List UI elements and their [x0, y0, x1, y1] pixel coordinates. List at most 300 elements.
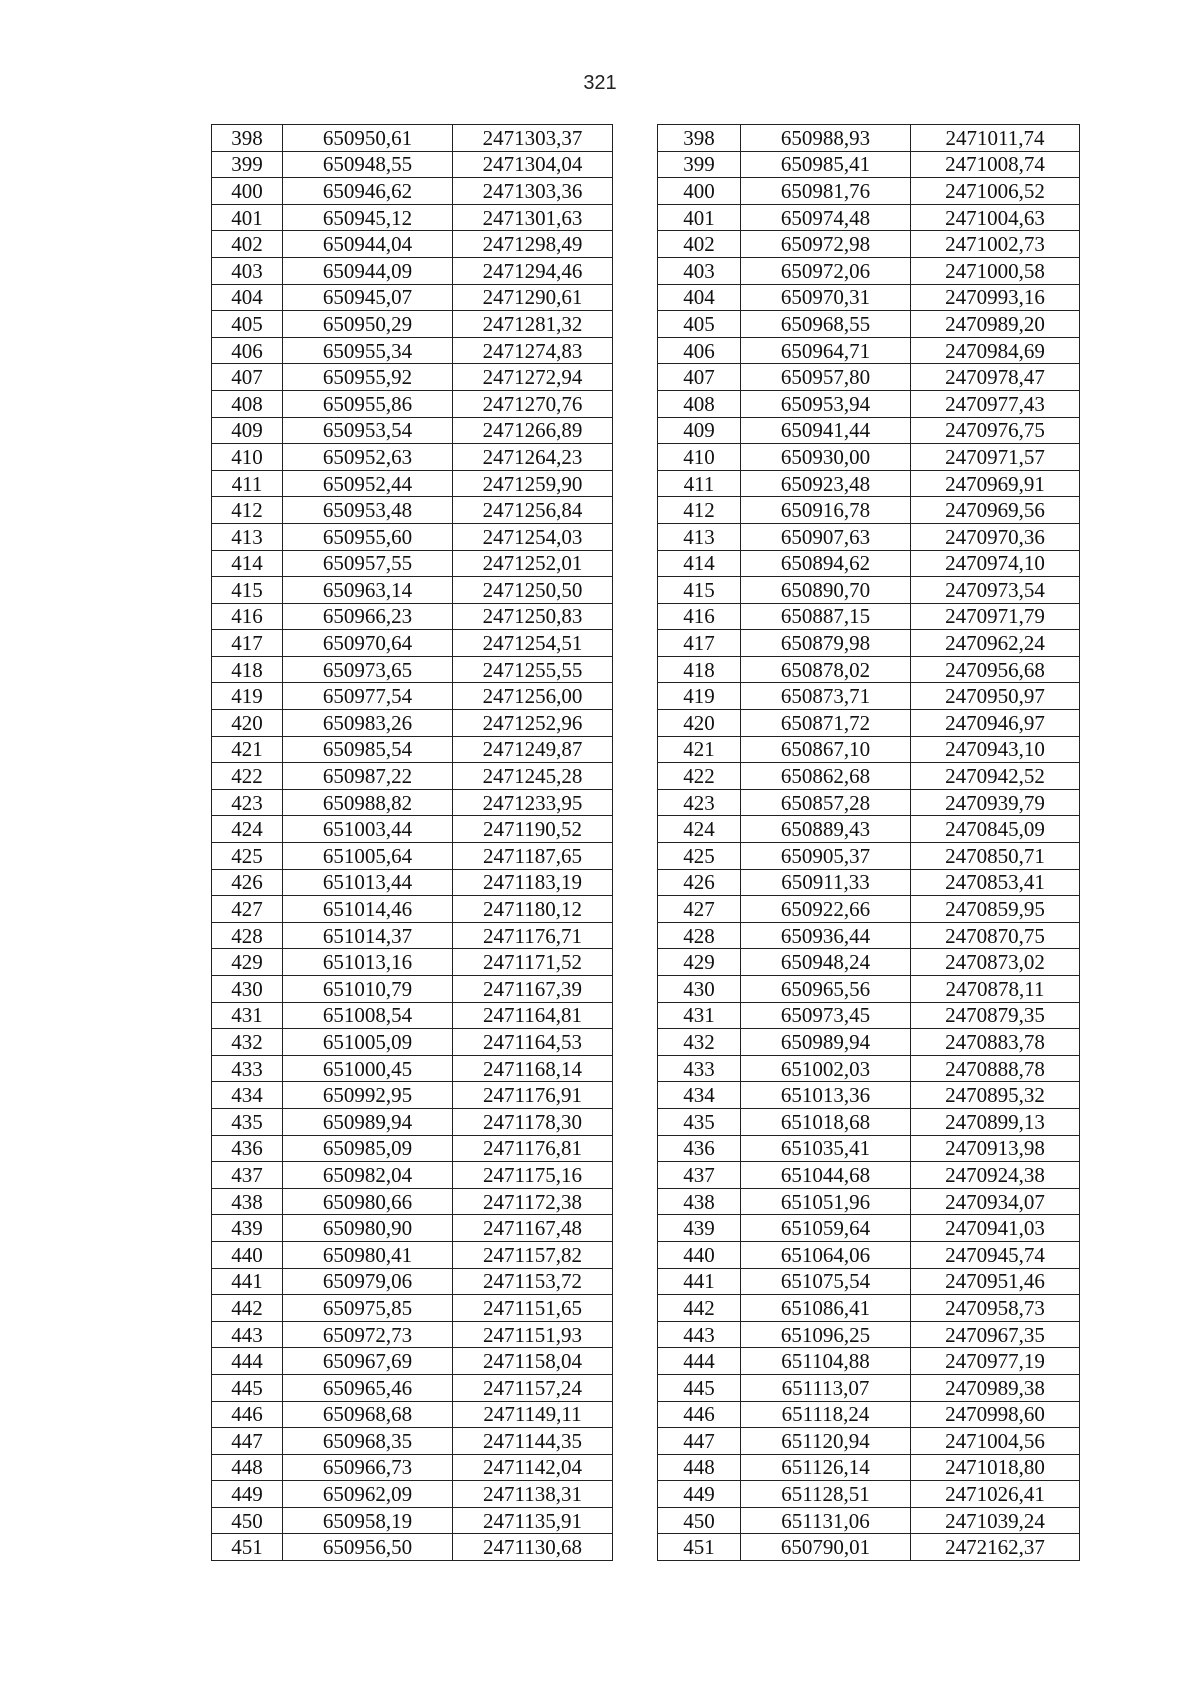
- x-coordinate-cell: 651008,54: [283, 1002, 453, 1029]
- column-gap-cell: [613, 1055, 658, 1082]
- x-coordinate-cell: 650977,54: [283, 683, 453, 710]
- point-number-cell: 424: [658, 816, 741, 843]
- y-coordinate-cell: 2470850,71: [911, 843, 1080, 870]
- column-gap-cell: [613, 736, 658, 763]
- y-coordinate-cell: 2471039,24: [911, 1507, 1080, 1534]
- column-gap-cell: [613, 470, 658, 497]
- table-row: [212, 1401, 1080, 1428]
- x-coordinate-cell: 650957,55: [283, 550, 453, 577]
- point-number-cell: 437: [658, 1162, 741, 1189]
- point-number-cell: 425: [658, 843, 741, 870]
- x-coordinate-cell: 650955,34: [283, 337, 453, 364]
- y-coordinate-cell: 2470973,54: [911, 577, 1080, 604]
- y-coordinate-cell: 2470977,43: [911, 390, 1080, 417]
- column-gap-cell: [613, 417, 658, 444]
- table-body: [212, 125, 1080, 1561]
- point-number-cell: 419: [212, 683, 283, 710]
- point-number-cell: 422: [658, 763, 741, 790]
- column-gap-cell: [613, 896, 658, 923]
- y-coordinate-cell: 2471167,39: [453, 976, 613, 1003]
- x-coordinate-cell: 650992,95: [283, 1082, 453, 1109]
- y-coordinate-cell: 2471151,65: [453, 1295, 613, 1322]
- x-coordinate-cell: 651064,06: [741, 1241, 911, 1268]
- x-coordinate-cell: 651000,45: [283, 1055, 453, 1082]
- x-coordinate-cell: 651075,54: [741, 1268, 911, 1295]
- point-number-cell: 437: [212, 1162, 283, 1189]
- y-coordinate-cell: 2471175,16: [453, 1162, 613, 1189]
- column-gap-cell: [613, 1002, 658, 1029]
- point-number-cell: 450: [212, 1507, 283, 1534]
- table-row: [212, 284, 1080, 311]
- y-coordinate-cell: 2470873,02: [911, 949, 1080, 976]
- y-coordinate-cell: 2471176,91: [453, 1082, 613, 1109]
- y-coordinate-cell: 2471266,89: [453, 417, 613, 444]
- x-coordinate-cell: 651059,64: [741, 1215, 911, 1242]
- point-number-cell: 443: [212, 1321, 283, 1348]
- x-coordinate-cell: 651035,41: [741, 1135, 911, 1162]
- column-gap-cell: [613, 843, 658, 870]
- point-number-cell: 432: [658, 1029, 741, 1056]
- point-number-cell: 428: [658, 922, 741, 949]
- point-number-cell: 431: [212, 1002, 283, 1029]
- x-coordinate-cell: 651104,88: [741, 1348, 911, 1375]
- y-coordinate-cell: 2470971,79: [911, 603, 1080, 630]
- x-coordinate-cell: 650945,12: [283, 204, 453, 231]
- point-number-cell: 439: [658, 1215, 741, 1242]
- x-coordinate-cell: 651013,36: [741, 1082, 911, 1109]
- y-coordinate-cell: 2472162,37: [911, 1534, 1080, 1561]
- y-coordinate-cell: 2470978,47: [911, 364, 1080, 391]
- point-number-cell: 414: [658, 550, 741, 577]
- point-number-cell: 418: [212, 656, 283, 683]
- y-coordinate-cell: 2471138,31: [453, 1481, 613, 1508]
- column-gap-cell: [613, 1534, 658, 1561]
- y-coordinate-cell: 2471274,83: [453, 337, 613, 364]
- y-coordinate-cell: 2470934,07: [911, 1188, 1080, 1215]
- y-coordinate-cell: 2470883,78: [911, 1029, 1080, 1056]
- column-gap-cell: [613, 1428, 658, 1455]
- column-gap-cell: [613, 922, 658, 949]
- x-coordinate-cell: 650966,73: [283, 1454, 453, 1481]
- y-coordinate-cell: 2470970,36: [911, 523, 1080, 550]
- table-row: [212, 976, 1080, 1003]
- column-gap-cell: [613, 390, 658, 417]
- point-number-cell: 417: [658, 630, 741, 657]
- point-number-cell: 438: [212, 1188, 283, 1215]
- x-coordinate-cell: 650980,66: [283, 1188, 453, 1215]
- point-number-cell: 419: [658, 683, 741, 710]
- table-row: [212, 151, 1080, 178]
- x-coordinate-cell: 650956,50: [283, 1534, 453, 1561]
- point-number-cell: 449: [212, 1481, 283, 1508]
- y-coordinate-cell: 2470976,75: [911, 417, 1080, 444]
- y-coordinate-cell: 2470859,95: [911, 896, 1080, 923]
- column-gap-cell: [613, 1295, 658, 1322]
- column-gap-cell: [613, 577, 658, 604]
- point-number-cell: 443: [658, 1321, 741, 1348]
- y-coordinate-cell: 2470942,52: [911, 763, 1080, 790]
- y-coordinate-cell: 2470956,68: [911, 656, 1080, 683]
- point-number-cell: 407: [212, 364, 283, 391]
- x-coordinate-cell: 650953,48: [283, 497, 453, 524]
- y-coordinate-cell: 2471303,37: [453, 125, 613, 152]
- x-coordinate-cell: 651005,64: [283, 843, 453, 870]
- point-number-cell: 430: [658, 976, 741, 1003]
- point-number-cell: 404: [212, 284, 283, 311]
- x-coordinate-cell: 650973,45: [741, 1002, 911, 1029]
- x-coordinate-cell: 650955,86: [283, 390, 453, 417]
- y-coordinate-cell: 2471190,52: [453, 816, 613, 843]
- table-row: [212, 1295, 1080, 1322]
- x-coordinate-cell: 650867,10: [741, 736, 911, 763]
- y-coordinate-cell: 2471304,04: [453, 151, 613, 178]
- column-gap-cell: [613, 1348, 658, 1375]
- table-row: [212, 1135, 1080, 1162]
- page-number: 321: [583, 72, 617, 94]
- x-coordinate-cell: 650964,71: [741, 337, 911, 364]
- point-number-cell: 442: [658, 1295, 741, 1322]
- y-coordinate-cell: 2471187,65: [453, 843, 613, 870]
- point-number-cell: 447: [212, 1428, 283, 1455]
- y-coordinate-cell: 2471250,50: [453, 577, 613, 604]
- x-coordinate-cell: 650894,62: [741, 550, 911, 577]
- x-coordinate-cell: 650967,69: [283, 1348, 453, 1375]
- point-number-cell: 448: [212, 1454, 283, 1481]
- column-gap-cell: [613, 763, 658, 790]
- point-number-cell: 425: [212, 843, 283, 870]
- point-number-cell: 418: [658, 656, 741, 683]
- x-coordinate-cell: 650922,66: [741, 896, 911, 923]
- point-number-cell: 403: [212, 257, 283, 284]
- point-number-cell: 406: [658, 337, 741, 364]
- x-coordinate-cell: 650989,94: [741, 1029, 911, 1056]
- x-coordinate-cell: 651003,44: [283, 816, 453, 843]
- table-row: [212, 1162, 1080, 1189]
- y-coordinate-cell: 2471270,76: [453, 390, 613, 417]
- x-coordinate-cell: 650946,62: [283, 178, 453, 205]
- point-number-cell: 444: [212, 1348, 283, 1375]
- x-coordinate-cell: 650887,15: [741, 603, 911, 630]
- table-row: [212, 656, 1080, 683]
- y-coordinate-cell: 2471272,94: [453, 364, 613, 391]
- table-row: [212, 1002, 1080, 1029]
- x-coordinate-cell: 651014,37: [283, 922, 453, 949]
- table-row: [212, 1188, 1080, 1215]
- column-gap-cell: [613, 603, 658, 630]
- column-gap-cell: [613, 1507, 658, 1534]
- y-coordinate-cell: 2470969,91: [911, 470, 1080, 497]
- x-coordinate-cell: 650911,33: [741, 869, 911, 896]
- column-gap-cell: [613, 1029, 658, 1056]
- y-coordinate-cell: 2471164,53: [453, 1029, 613, 1056]
- point-number-cell: 406: [212, 337, 283, 364]
- y-coordinate-cell: 2471004,56: [911, 1428, 1080, 1455]
- y-coordinate-cell: 2471264,23: [453, 444, 613, 471]
- column-gap-cell: [613, 683, 658, 710]
- table-row: [212, 417, 1080, 444]
- x-coordinate-cell: 650930,00: [741, 444, 911, 471]
- y-coordinate-cell: 2470974,10: [911, 550, 1080, 577]
- y-coordinate-cell: 2471245,28: [453, 763, 613, 790]
- point-number-cell: 415: [658, 577, 741, 604]
- y-coordinate-cell: 2471026,41: [911, 1481, 1080, 1508]
- x-coordinate-cell: 650889,43: [741, 816, 911, 843]
- x-coordinate-cell: 650955,92: [283, 364, 453, 391]
- point-number-cell: 439: [212, 1215, 283, 1242]
- y-coordinate-cell: 2470888,78: [911, 1055, 1080, 1082]
- y-coordinate-cell: 2470924,38: [911, 1162, 1080, 1189]
- x-coordinate-cell: 650790,01: [741, 1534, 911, 1561]
- y-coordinate-cell: 2471158,04: [453, 1348, 613, 1375]
- table-row: [212, 816, 1080, 843]
- y-coordinate-cell: 2470870,75: [911, 922, 1080, 949]
- point-number-cell: 423: [212, 789, 283, 816]
- y-coordinate-cell: 2471135,91: [453, 1507, 613, 1534]
- column-gap-cell: [613, 789, 658, 816]
- table-row: [212, 470, 1080, 497]
- column-gap-cell: [613, 311, 658, 338]
- table-row: [212, 523, 1080, 550]
- point-number-cell: 435: [658, 1108, 741, 1135]
- y-coordinate-cell: 2470962,24: [911, 630, 1080, 657]
- x-coordinate-cell: 650907,63: [741, 523, 911, 550]
- y-coordinate-cell: 2471008,74: [911, 151, 1080, 178]
- column-gap-cell: [613, 816, 658, 843]
- table-row: [212, 630, 1080, 657]
- table-row: [212, 231, 1080, 258]
- table-row: [212, 1374, 1080, 1401]
- point-number-cell: 408: [658, 390, 741, 417]
- table-row: [212, 603, 1080, 630]
- column-gap-cell: [613, 1401, 658, 1428]
- column-gap-cell: [613, 869, 658, 896]
- y-coordinate-cell: 2470950,97: [911, 683, 1080, 710]
- x-coordinate-cell: 650948,55: [283, 151, 453, 178]
- point-number-cell: 441: [212, 1268, 283, 1295]
- x-coordinate-cell: 650968,68: [283, 1401, 453, 1428]
- x-coordinate-cell: 651120,94: [741, 1428, 911, 1455]
- y-coordinate-cell: 2471250,83: [453, 603, 613, 630]
- point-number-cell: 410: [658, 444, 741, 471]
- y-coordinate-cell: 2470969,56: [911, 497, 1080, 524]
- x-coordinate-cell: 650985,54: [283, 736, 453, 763]
- point-number-cell: 398: [658, 125, 741, 152]
- x-coordinate-cell: 650982,04: [283, 1162, 453, 1189]
- y-coordinate-cell: 2470977,19: [911, 1348, 1080, 1375]
- x-coordinate-cell: 651010,79: [283, 976, 453, 1003]
- x-coordinate-cell: 650972,98: [741, 231, 911, 258]
- y-coordinate-cell: 2471176,71: [453, 922, 613, 949]
- y-coordinate-cell: 2471183,19: [453, 869, 613, 896]
- column-gap-cell: [613, 497, 658, 524]
- x-coordinate-cell: 650948,24: [741, 949, 911, 976]
- point-number-cell: 405: [212, 311, 283, 338]
- coordinates-table: [211, 124, 1080, 1561]
- x-coordinate-cell: 650916,78: [741, 497, 911, 524]
- y-coordinate-cell: 2471178,30: [453, 1108, 613, 1135]
- y-coordinate-cell: 2471144,35: [453, 1428, 613, 1455]
- x-coordinate-cell: 650972,73: [283, 1321, 453, 1348]
- table-row: [212, 390, 1080, 417]
- table-row: [212, 178, 1080, 205]
- x-coordinate-cell: 650952,63: [283, 444, 453, 471]
- point-number-cell: 436: [658, 1135, 741, 1162]
- point-number-cell: 420: [212, 710, 283, 737]
- y-coordinate-cell: 2471172,38: [453, 1188, 613, 1215]
- point-number-cell: 444: [658, 1348, 741, 1375]
- x-coordinate-cell: 650985,09: [283, 1135, 453, 1162]
- point-number-cell: 417: [212, 630, 283, 657]
- x-coordinate-cell: 650980,41: [283, 1241, 453, 1268]
- point-number-cell: 412: [658, 497, 741, 524]
- point-number-cell: 446: [658, 1401, 741, 1428]
- y-coordinate-cell: 2471180,12: [453, 896, 613, 923]
- y-coordinate-cell: 2471157,24: [453, 1374, 613, 1401]
- point-number-cell: 451: [658, 1534, 741, 1561]
- column-gap-cell: [613, 1321, 658, 1348]
- point-number-cell: 433: [658, 1055, 741, 1082]
- point-number-cell: 414: [212, 550, 283, 577]
- table-row: [212, 311, 1080, 338]
- column-gap-cell: [613, 178, 658, 205]
- x-coordinate-cell: 651126,14: [741, 1454, 911, 1481]
- x-coordinate-cell: 650968,35: [283, 1428, 453, 1455]
- point-number-cell: 435: [212, 1108, 283, 1135]
- x-coordinate-cell: 651131,06: [741, 1507, 911, 1534]
- point-number-cell: 410: [212, 444, 283, 471]
- point-number-cell: 421: [212, 736, 283, 763]
- y-coordinate-cell: 2471004,63: [911, 204, 1080, 231]
- x-coordinate-cell: 650878,02: [741, 656, 911, 683]
- y-coordinate-cell: 2470941,03: [911, 1215, 1080, 1242]
- point-number-cell: 427: [212, 896, 283, 923]
- column-gap-cell: [613, 710, 658, 737]
- table-row: [212, 789, 1080, 816]
- x-coordinate-cell: 650962,09: [283, 1481, 453, 1508]
- table-row: [212, 1268, 1080, 1295]
- point-number-cell: 426: [658, 869, 741, 896]
- point-number-cell: 422: [212, 763, 283, 790]
- table-row: [212, 1029, 1080, 1056]
- x-coordinate-cell: 650980,90: [283, 1215, 453, 1242]
- point-number-cell: 433: [212, 1055, 283, 1082]
- point-number-cell: 409: [212, 417, 283, 444]
- y-coordinate-cell: 2471290,61: [453, 284, 613, 311]
- table-row: [212, 125, 1080, 152]
- table-row: [212, 1082, 1080, 1109]
- table-row: [212, 1454, 1080, 1481]
- y-coordinate-cell: 2470899,13: [911, 1108, 1080, 1135]
- point-number-cell: 426: [212, 869, 283, 896]
- point-number-cell: 401: [658, 204, 741, 231]
- y-coordinate-cell: 2471153,72: [453, 1268, 613, 1295]
- column-gap-cell: [613, 949, 658, 976]
- column-gap-cell: [613, 1135, 658, 1162]
- point-number-cell: 407: [658, 364, 741, 391]
- column-gap-cell: [613, 1454, 658, 1481]
- x-coordinate-cell: 650979,06: [283, 1268, 453, 1295]
- y-coordinate-cell: 2471254,03: [453, 523, 613, 550]
- y-coordinate-cell: 2471157,82: [453, 1241, 613, 1268]
- y-coordinate-cell: 2471252,01: [453, 550, 613, 577]
- x-coordinate-cell: 651096,25: [741, 1321, 911, 1348]
- x-coordinate-cell: 651005,09: [283, 1029, 453, 1056]
- x-coordinate-cell: 650981,76: [741, 178, 911, 205]
- y-coordinate-cell: 2471298,49: [453, 231, 613, 258]
- point-number-cell: 399: [658, 151, 741, 178]
- point-number-cell: 424: [212, 816, 283, 843]
- column-gap-cell: [613, 1215, 658, 1242]
- column-gap-cell: [613, 151, 658, 178]
- column-gap-cell: [613, 1241, 658, 1268]
- table-row: [212, 869, 1080, 896]
- y-coordinate-cell: 2471151,93: [453, 1321, 613, 1348]
- point-number-cell: 429: [658, 949, 741, 976]
- x-coordinate-cell: 651014,46: [283, 896, 453, 923]
- y-coordinate-cell: 2470895,32: [911, 1082, 1080, 1109]
- x-coordinate-cell: 650936,44: [741, 922, 911, 949]
- point-number-cell: 427: [658, 896, 741, 923]
- table-row: [212, 949, 1080, 976]
- column-gap-cell: [613, 1162, 658, 1189]
- point-number-cell: 440: [212, 1241, 283, 1268]
- y-coordinate-cell: 2471256,00: [453, 683, 613, 710]
- y-coordinate-cell: 2471301,63: [453, 204, 613, 231]
- x-coordinate-cell: 650953,54: [283, 417, 453, 444]
- y-coordinate-cell: 2471256,84: [453, 497, 613, 524]
- point-number-cell: 448: [658, 1454, 741, 1481]
- y-coordinate-cell: 2471249,87: [453, 736, 613, 763]
- y-coordinate-cell: 2470989,20: [911, 311, 1080, 338]
- x-coordinate-cell: 650988,93: [741, 125, 911, 152]
- y-coordinate-cell: 2471011,74: [911, 125, 1080, 152]
- y-coordinate-cell: 2471259,90: [453, 470, 613, 497]
- x-coordinate-cell: 650988,82: [283, 789, 453, 816]
- table-row: [212, 1321, 1080, 1348]
- y-coordinate-cell: 2470879,35: [911, 1002, 1080, 1029]
- y-coordinate-cell: 2471176,81: [453, 1135, 613, 1162]
- y-coordinate-cell: 2471252,96: [453, 710, 613, 737]
- point-number-cell: 446: [212, 1401, 283, 1428]
- x-coordinate-cell: 651086,41: [741, 1295, 911, 1322]
- x-coordinate-cell: 650873,71: [741, 683, 911, 710]
- column-gap-cell: [613, 630, 658, 657]
- x-coordinate-cell: 650970,31: [741, 284, 911, 311]
- table-row: [212, 683, 1080, 710]
- y-coordinate-cell: 2471171,52: [453, 949, 613, 976]
- y-coordinate-cell: 2470939,79: [911, 789, 1080, 816]
- point-number-cell: 416: [658, 603, 741, 630]
- point-number-cell: 445: [212, 1374, 283, 1401]
- table-row: [212, 550, 1080, 577]
- x-coordinate-cell: 650950,61: [283, 125, 453, 152]
- y-coordinate-cell: 2470989,38: [911, 1374, 1080, 1401]
- column-gap-cell: [613, 125, 658, 152]
- x-coordinate-cell: 651013,16: [283, 949, 453, 976]
- table-row: [212, 736, 1080, 763]
- table-row: [212, 1108, 1080, 1135]
- x-coordinate-cell: 650965,56: [741, 976, 911, 1003]
- y-coordinate-cell: 2470998,60: [911, 1401, 1080, 1428]
- table-row: [212, 763, 1080, 790]
- x-coordinate-cell: 650941,44: [741, 417, 911, 444]
- point-number-cell: 434: [658, 1082, 741, 1109]
- column-gap-cell: [613, 257, 658, 284]
- point-number-cell: 402: [658, 231, 741, 258]
- x-coordinate-cell: 650974,48: [741, 204, 911, 231]
- x-coordinate-cell: 650975,85: [283, 1295, 453, 1322]
- column-gap-cell: [613, 523, 658, 550]
